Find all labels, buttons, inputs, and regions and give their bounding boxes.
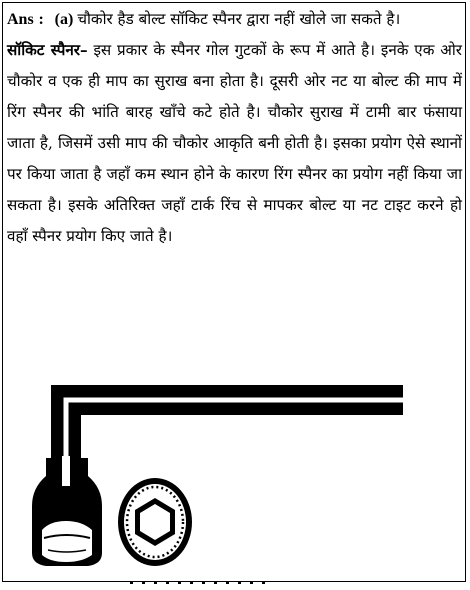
text-fragment-mark (238, 582, 241, 584)
answer-content (7, 4, 462, 252)
text-fragment-mark (202, 582, 205, 584)
socket-spanner-figure (18, 378, 448, 578)
explanation-term: सॉकिट स्पैनर– (7, 41, 88, 59)
text-fragment-mark (226, 582, 229, 584)
explanation-text: इस प्रकार के स्पैनर गोल गुटकों के रूप में आते है। इनके एक ओर चौकोर व एक ही माप का सुराख बना होता है। दूसरी ओर नट या बोल्ट की माप में रिंग स्पैनर की भांति बारह खाँचे कटे होते है। चौकोर सुराख में टामी बार फंसाया जाता है, जिसमें उसी माप की चौकोर आकृति बनी होती है। इसका प्रयोग ऐसे स्थानों पर किया जाता है जहाँ कम स्थान होने के कारण रिंग स्पैनर का प्रयोग नहीं किया जा सकता है। इसके अतिरिक्त जहाँ टार्क रिंच से मापकर बोल्ट या नट टाइट करने हो वहाँ स्पैनर प्रयोग किए जाते है। (7, 41, 462, 245)
text-fragment-mark (262, 582, 265, 584)
text-fragment-mark (178, 582, 181, 584)
explanation-paragraph (7, 35, 462, 252)
text-fragment-mark (142, 582, 145, 584)
answer-option: (a) (54, 11, 74, 28)
answer-colon: : (38, 11, 44, 28)
text-fragment-mark (154, 582, 157, 584)
answer-label: Ans (7, 11, 34, 28)
tommy-bar (66, 400, 403, 460)
socket-spanner-hexagonal-end (118, 478, 192, 566)
text-fragment-mark (250, 582, 253, 584)
text-fragment-mark (190, 582, 193, 584)
cut-off-text-fragment (130, 582, 330, 590)
text-fragment-mark (214, 582, 217, 584)
answer-paragraph (7, 4, 462, 35)
text-fragment-mark (166, 582, 169, 584)
text-fragment-mark (130, 582, 133, 584)
answer-text: चौकोर हैड बोल्ट सॉकिट स्पैनर द्वारा नहीं खोले जा सकते है। (77, 10, 401, 28)
socket-spanner-with-bar (32, 456, 102, 566)
